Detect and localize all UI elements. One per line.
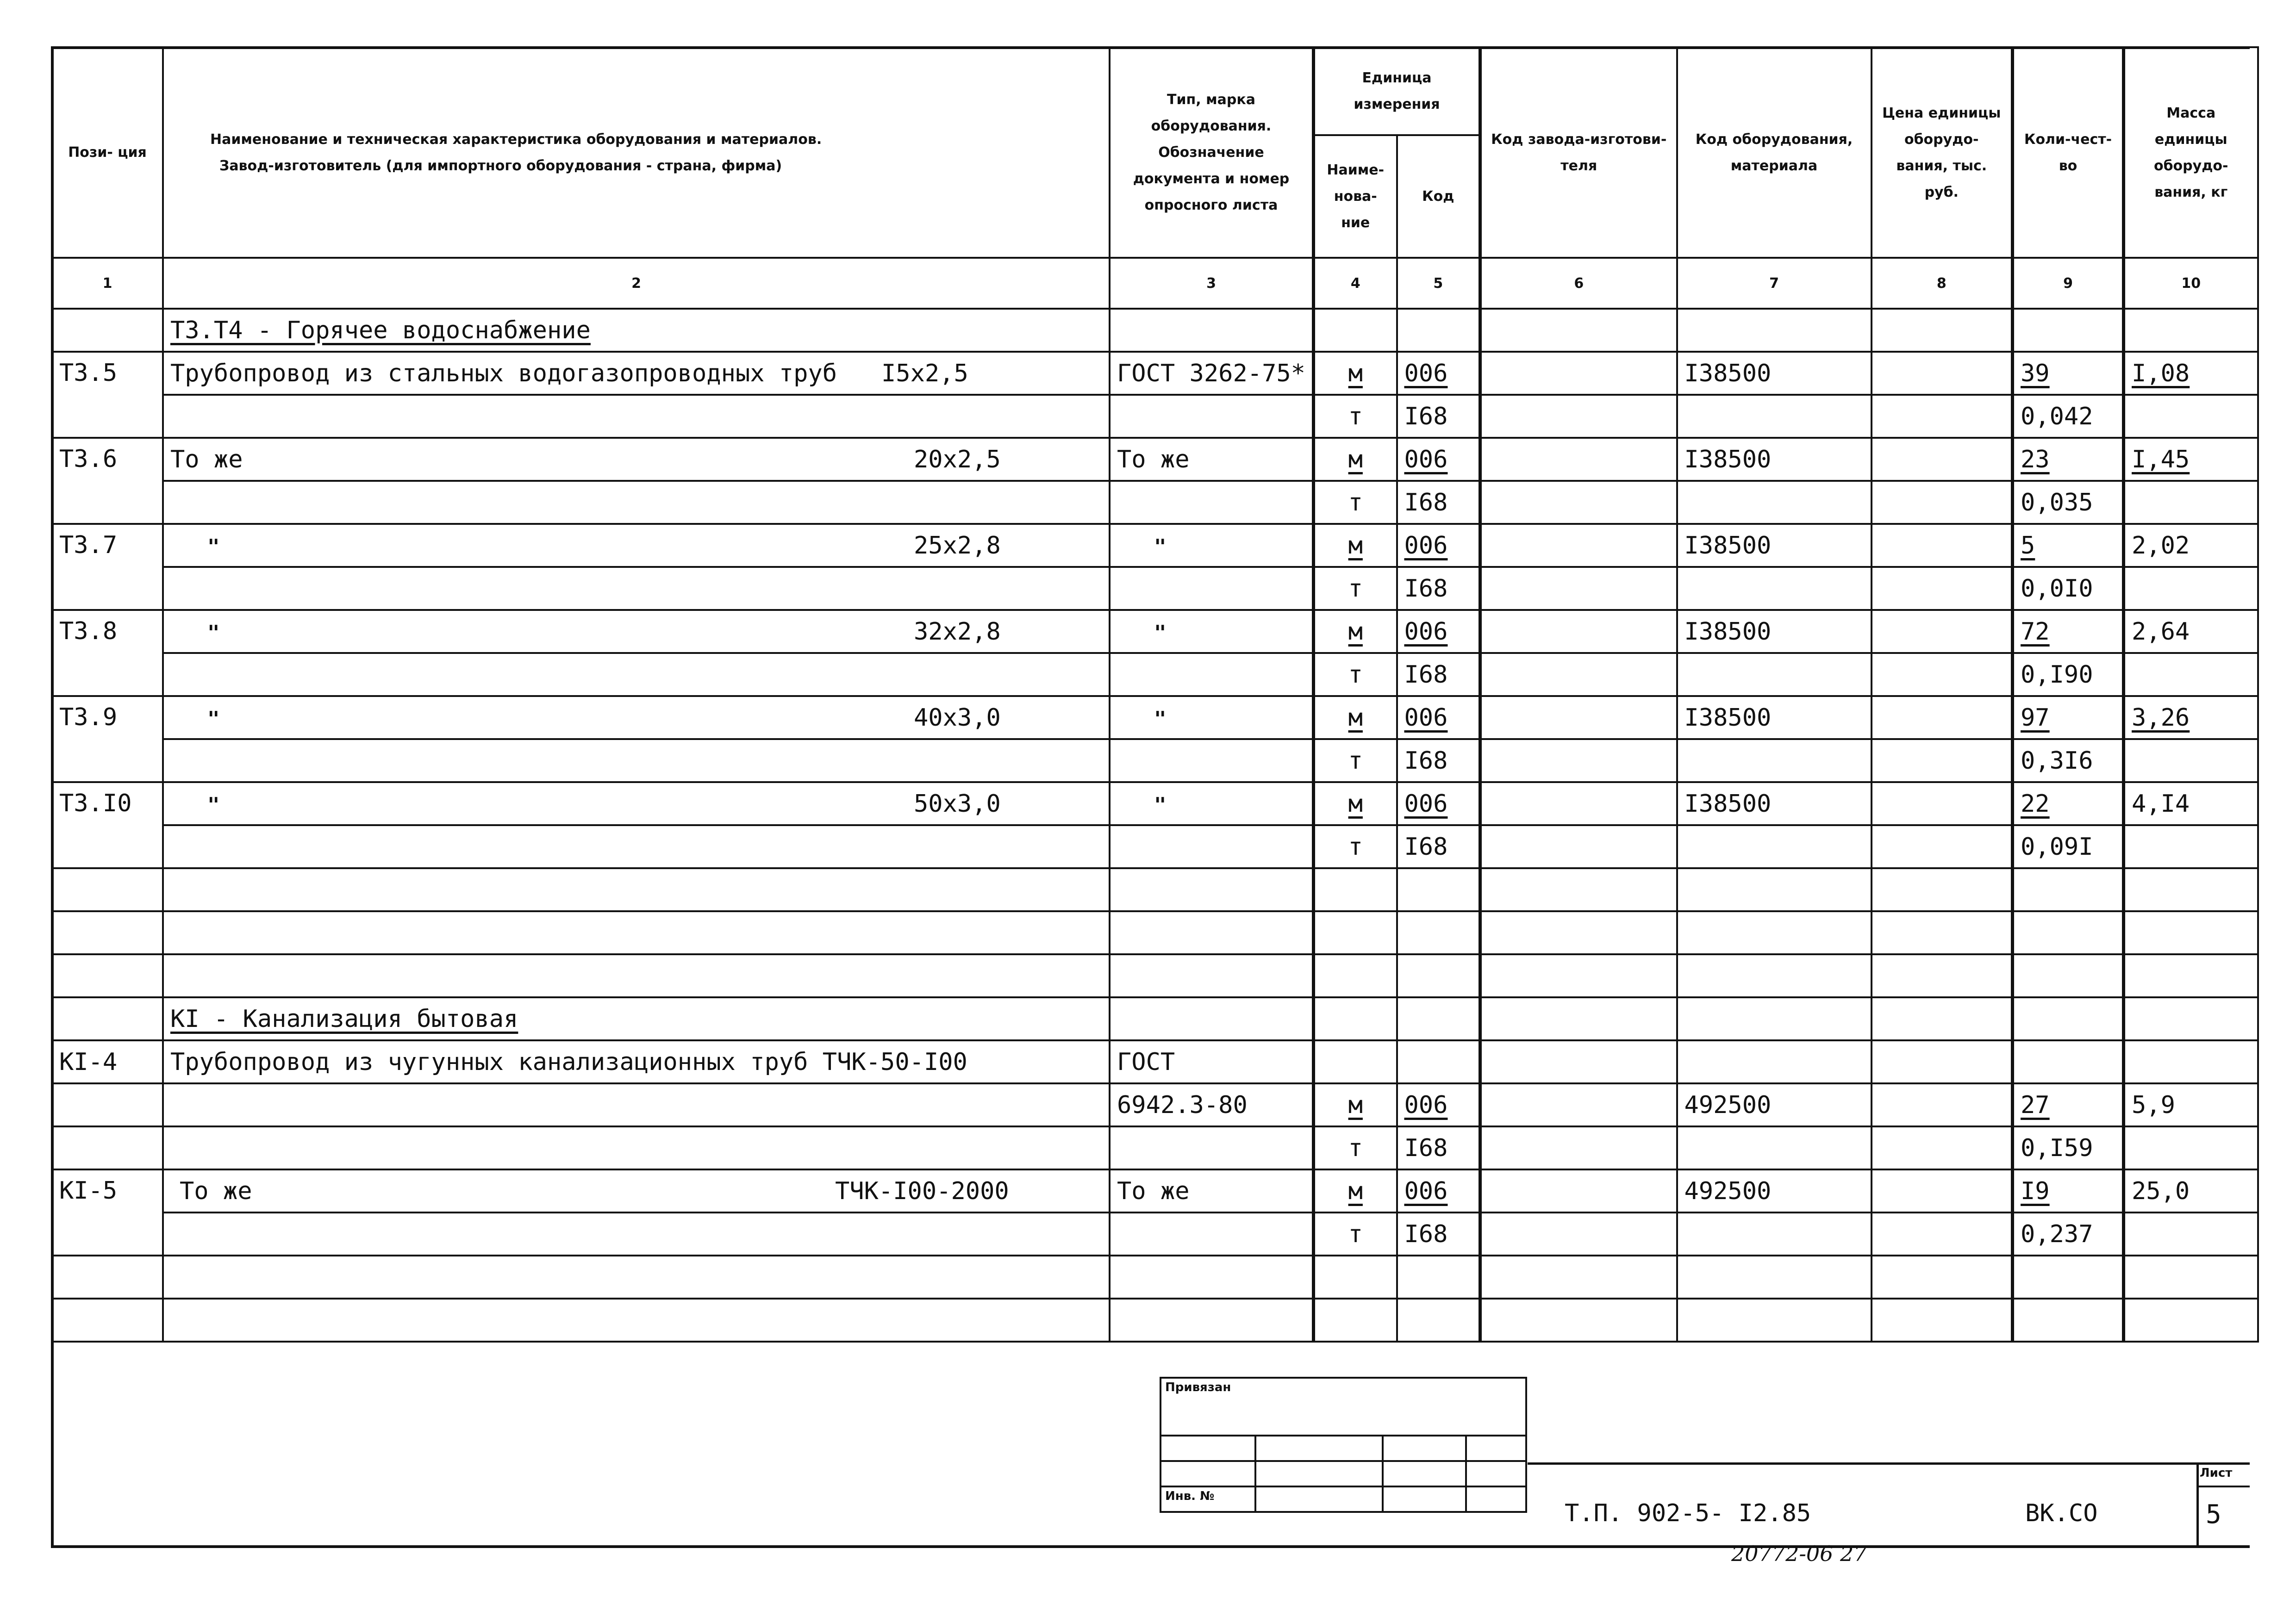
row-mass: 2,02: [2124, 524, 2258, 567]
table-row: [52, 438, 2258, 481]
row-quantity: 39: [2013, 352, 2124, 395]
row-quantity: 0,3I6: [2013, 739, 2124, 782]
table-row: [52, 352, 2258, 395]
row-doc: То же: [1110, 1169, 1314, 1213]
row-quantity: 0,042: [2013, 395, 2124, 438]
table-row: [52, 782, 2258, 825]
row-quantity: 23: [2013, 438, 2124, 481]
row-material-code: I38500: [1677, 782, 1872, 825]
row-unit: т: [1314, 481, 1397, 524]
row-unit: т: [1314, 567, 1397, 610]
row-unit: т: [1314, 825, 1397, 868]
stamp-bound-label: Привязан: [1160, 1378, 1526, 1436]
row-position: Т3.5: [52, 352, 163, 438]
row-unit-code: 006: [1397, 1169, 1480, 1213]
section-title: Т3.Т4 - Горячее водоснабжение: [170, 316, 591, 344]
row-material-code: I38500: [1677, 352, 1872, 395]
row-name: Трубопровод из чугунных канализационных труб ТЧК-50-I00: [163, 1040, 1110, 1083]
binding-stamp: [1160, 1377, 1527, 1513]
empty-row: [52, 1299, 2258, 1342]
row-quantity: 0,I90: [2013, 653, 2124, 696]
sheet-number: 5: [2206, 1499, 2221, 1530]
empty-row: [52, 868, 2258, 911]
row-unit-code: 006: [1397, 524, 1480, 567]
row-size: 32x2,8: [914, 617, 1001, 646]
header-material-code: Код оборудования, материала: [1677, 47, 1872, 258]
row-quantity: 0,09I: [2013, 825, 2124, 868]
row-material-code: I38500: [1677, 696, 1872, 739]
colnum-7: 7: [1677, 258, 1872, 309]
section-row: [52, 997, 2258, 1040]
row-quantity: 22: [2013, 782, 2124, 825]
header-price: Цена единицы оборудо-вания, тыс. руб.: [1872, 47, 2013, 258]
row-size: 20x2,5: [914, 445, 1001, 473]
row-material-code: I38500: [1677, 524, 1872, 567]
table-row: [52, 653, 2258, 696]
row-quantity: 0,0I0: [2013, 567, 2124, 610]
table-row: [52, 1169, 2258, 1213]
table-row: [52, 696, 2258, 739]
colnum-3: 3: [1110, 258, 1314, 309]
colnum-4: 4: [1314, 258, 1397, 309]
table-row: [52, 1083, 2258, 1126]
header-mass: Масса единицы оборудо-вания, кг: [2124, 47, 2258, 258]
row-position: Т3.8: [52, 610, 163, 696]
row-unit-code: I68: [1397, 1126, 1480, 1169]
row-unit: м: [1314, 524, 1397, 567]
row-unit-code: 006: [1397, 1083, 1480, 1126]
row-unit-code: I68: [1397, 1213, 1480, 1256]
row-mass: 4,I4: [2124, 782, 2258, 825]
row-material-code: 492500: [1677, 1083, 1872, 1126]
document-code: Т.П. 902-5- I2.85: [1565, 1499, 1811, 1527]
row-position: КI-4: [52, 1040, 163, 1083]
colnum-9: 9: [2013, 258, 2124, 309]
table-row: [52, 610, 2258, 653]
row-position: Т3.6: [52, 438, 163, 524]
row-name: ": [207, 707, 220, 731]
row-unit: т: [1314, 653, 1397, 696]
row-unit-code: I68: [1397, 653, 1480, 696]
row-doc: ГОСТ 3262-75*: [1110, 352, 1314, 395]
row-quantity: 72: [2013, 610, 2124, 653]
row-mass: I,45: [2124, 438, 2258, 481]
row-doc: ": [1154, 621, 1167, 645]
colnum-5: 5: [1397, 258, 1480, 309]
header-quantity: Коли-чест-во: [2013, 47, 2124, 258]
table-row: [52, 1213, 2258, 1256]
row-position: Т3.7: [52, 524, 163, 610]
handwritten-note: 20772-06 27: [1731, 1541, 1867, 1566]
row-unit-code: I68: [1397, 481, 1480, 524]
row-name: То же: [180, 1177, 252, 1205]
specification-table: [51, 46, 2259, 1343]
row-name: Трубопровод из стальных водогазопроводных труб: [170, 359, 837, 387]
row-quantity: 0,237: [2013, 1213, 2124, 1256]
row-unit: м: [1314, 352, 1397, 395]
section-row: [52, 309, 2258, 352]
row-unit-code: I68: [1397, 395, 1480, 438]
header-plant-code: Код завода-изготови-теля: [1480, 47, 1677, 258]
section-title: КI - Канализация бытовая: [170, 1005, 518, 1033]
header-type: Тип, марка оборудования. Обозначение документа и номер опросного листа: [1110, 47, 1314, 258]
table-row: [52, 1126, 2258, 1169]
header-position: Пози- ция: [52, 47, 163, 258]
row-unit: т: [1314, 395, 1397, 438]
title-block-line: [1528, 1462, 2250, 1465]
row-quantity: 97: [2013, 696, 2124, 739]
row-doc: То же: [1110, 438, 1314, 481]
row-quantity: 27: [2013, 1083, 2124, 1126]
stamp-inv-label: Инв. №: [1160, 1486, 1255, 1512]
row-position: Т3.9: [52, 696, 163, 782]
colnum-2: 2: [163, 258, 1110, 309]
sheet-code: ВК.СО: [2025, 1499, 2098, 1527]
colnum-1: 1: [52, 258, 163, 309]
row-unit: т: [1314, 1213, 1397, 1256]
header-name: Наименование и техническая характеристика оборудования и материалов. Завод-изготовитель (для импортного оборудования - страна, фирма): [163, 47, 1110, 258]
colnum-8: 8: [1872, 258, 2013, 309]
row-unit-code: I68: [1397, 567, 1480, 610]
row-quantity: 5: [2013, 524, 2124, 567]
row-unit-code: I68: [1397, 825, 1480, 868]
header-unit-code: Код: [1397, 135, 1480, 258]
table-row: [52, 395, 2258, 438]
row-doc: ": [1154, 707, 1167, 731]
row-mass: 2,64: [2124, 610, 2258, 653]
row-unit: м: [1314, 1169, 1397, 1213]
row-name: То же: [170, 445, 243, 473]
row-doc: ": [1154, 793, 1167, 817]
row-material-code: I38500: [1677, 438, 1872, 481]
table-row: [52, 825, 2258, 868]
header-unit-name: Наиме-нова-ние: [1314, 135, 1397, 258]
table-row: [52, 739, 2258, 782]
row-material-code: I38500: [1677, 610, 1872, 653]
row-name: ": [207, 535, 220, 559]
table-row: [52, 524, 2258, 567]
table-row: [52, 481, 2258, 524]
row-mass: I,08: [2124, 352, 2258, 395]
row-size: ТЧК-I00-2000: [835, 1177, 1009, 1205]
row-unit-code: 006: [1397, 610, 1480, 653]
row-name: ": [207, 793, 220, 817]
row-mass: 3,26: [2124, 696, 2258, 739]
row-size: 25x2,8: [914, 531, 1001, 560]
empty-row: [52, 1256, 2258, 1299]
row-unit-code: I68: [1397, 739, 1480, 782]
table-row: [52, 567, 2258, 610]
row-quantity: 0,I59: [2013, 1126, 2124, 1169]
row-size: 40x3,0: [914, 703, 1001, 732]
row-doc: ": [1154, 535, 1167, 559]
row-size: I5x2,5: [881, 359, 968, 387]
colnum-6: 6: [1480, 258, 1677, 309]
row-quantity: I9: [2013, 1169, 2124, 1213]
empty-row: [52, 954, 2258, 997]
row-mass: 25,0: [2124, 1169, 2258, 1213]
row-position: КI-5: [52, 1169, 163, 1256]
row-size: 50x3,0: [914, 790, 1001, 818]
row-position: Т3.I0: [52, 782, 163, 868]
table-row: [52, 1040, 2258, 1083]
row-doc: 6942.3-80: [1110, 1083, 1314, 1126]
row-doc: ГОСТ: [1110, 1040, 1314, 1083]
row-material-code: 492500: [1677, 1169, 1872, 1213]
colnum-10: 10: [2124, 258, 2258, 309]
row-unit: м: [1314, 610, 1397, 653]
sheet-label: Лист: [2200, 1466, 2233, 1480]
row-unit: м: [1314, 1083, 1397, 1126]
row-mass: 5,9: [2124, 1083, 2258, 1126]
sheet-divider: [2196, 1486, 2250, 1487]
row-unit: т: [1314, 1126, 1397, 1169]
header-unit: Единица измерения: [1314, 47, 1480, 135]
row-unit-code: 006: [1397, 438, 1480, 481]
row-unit: м: [1314, 696, 1397, 739]
row-name: ": [207, 621, 220, 645]
row-unit-code: 006: [1397, 782, 1480, 825]
row-unit-code: 006: [1397, 696, 1480, 739]
row-unit: м: [1314, 782, 1397, 825]
row-unit: т: [1314, 739, 1397, 782]
row-unit: м: [1314, 438, 1397, 481]
empty-row: [52, 911, 2258, 954]
row-quantity: 0,035: [2013, 481, 2124, 524]
row-unit-code: 006: [1397, 352, 1480, 395]
